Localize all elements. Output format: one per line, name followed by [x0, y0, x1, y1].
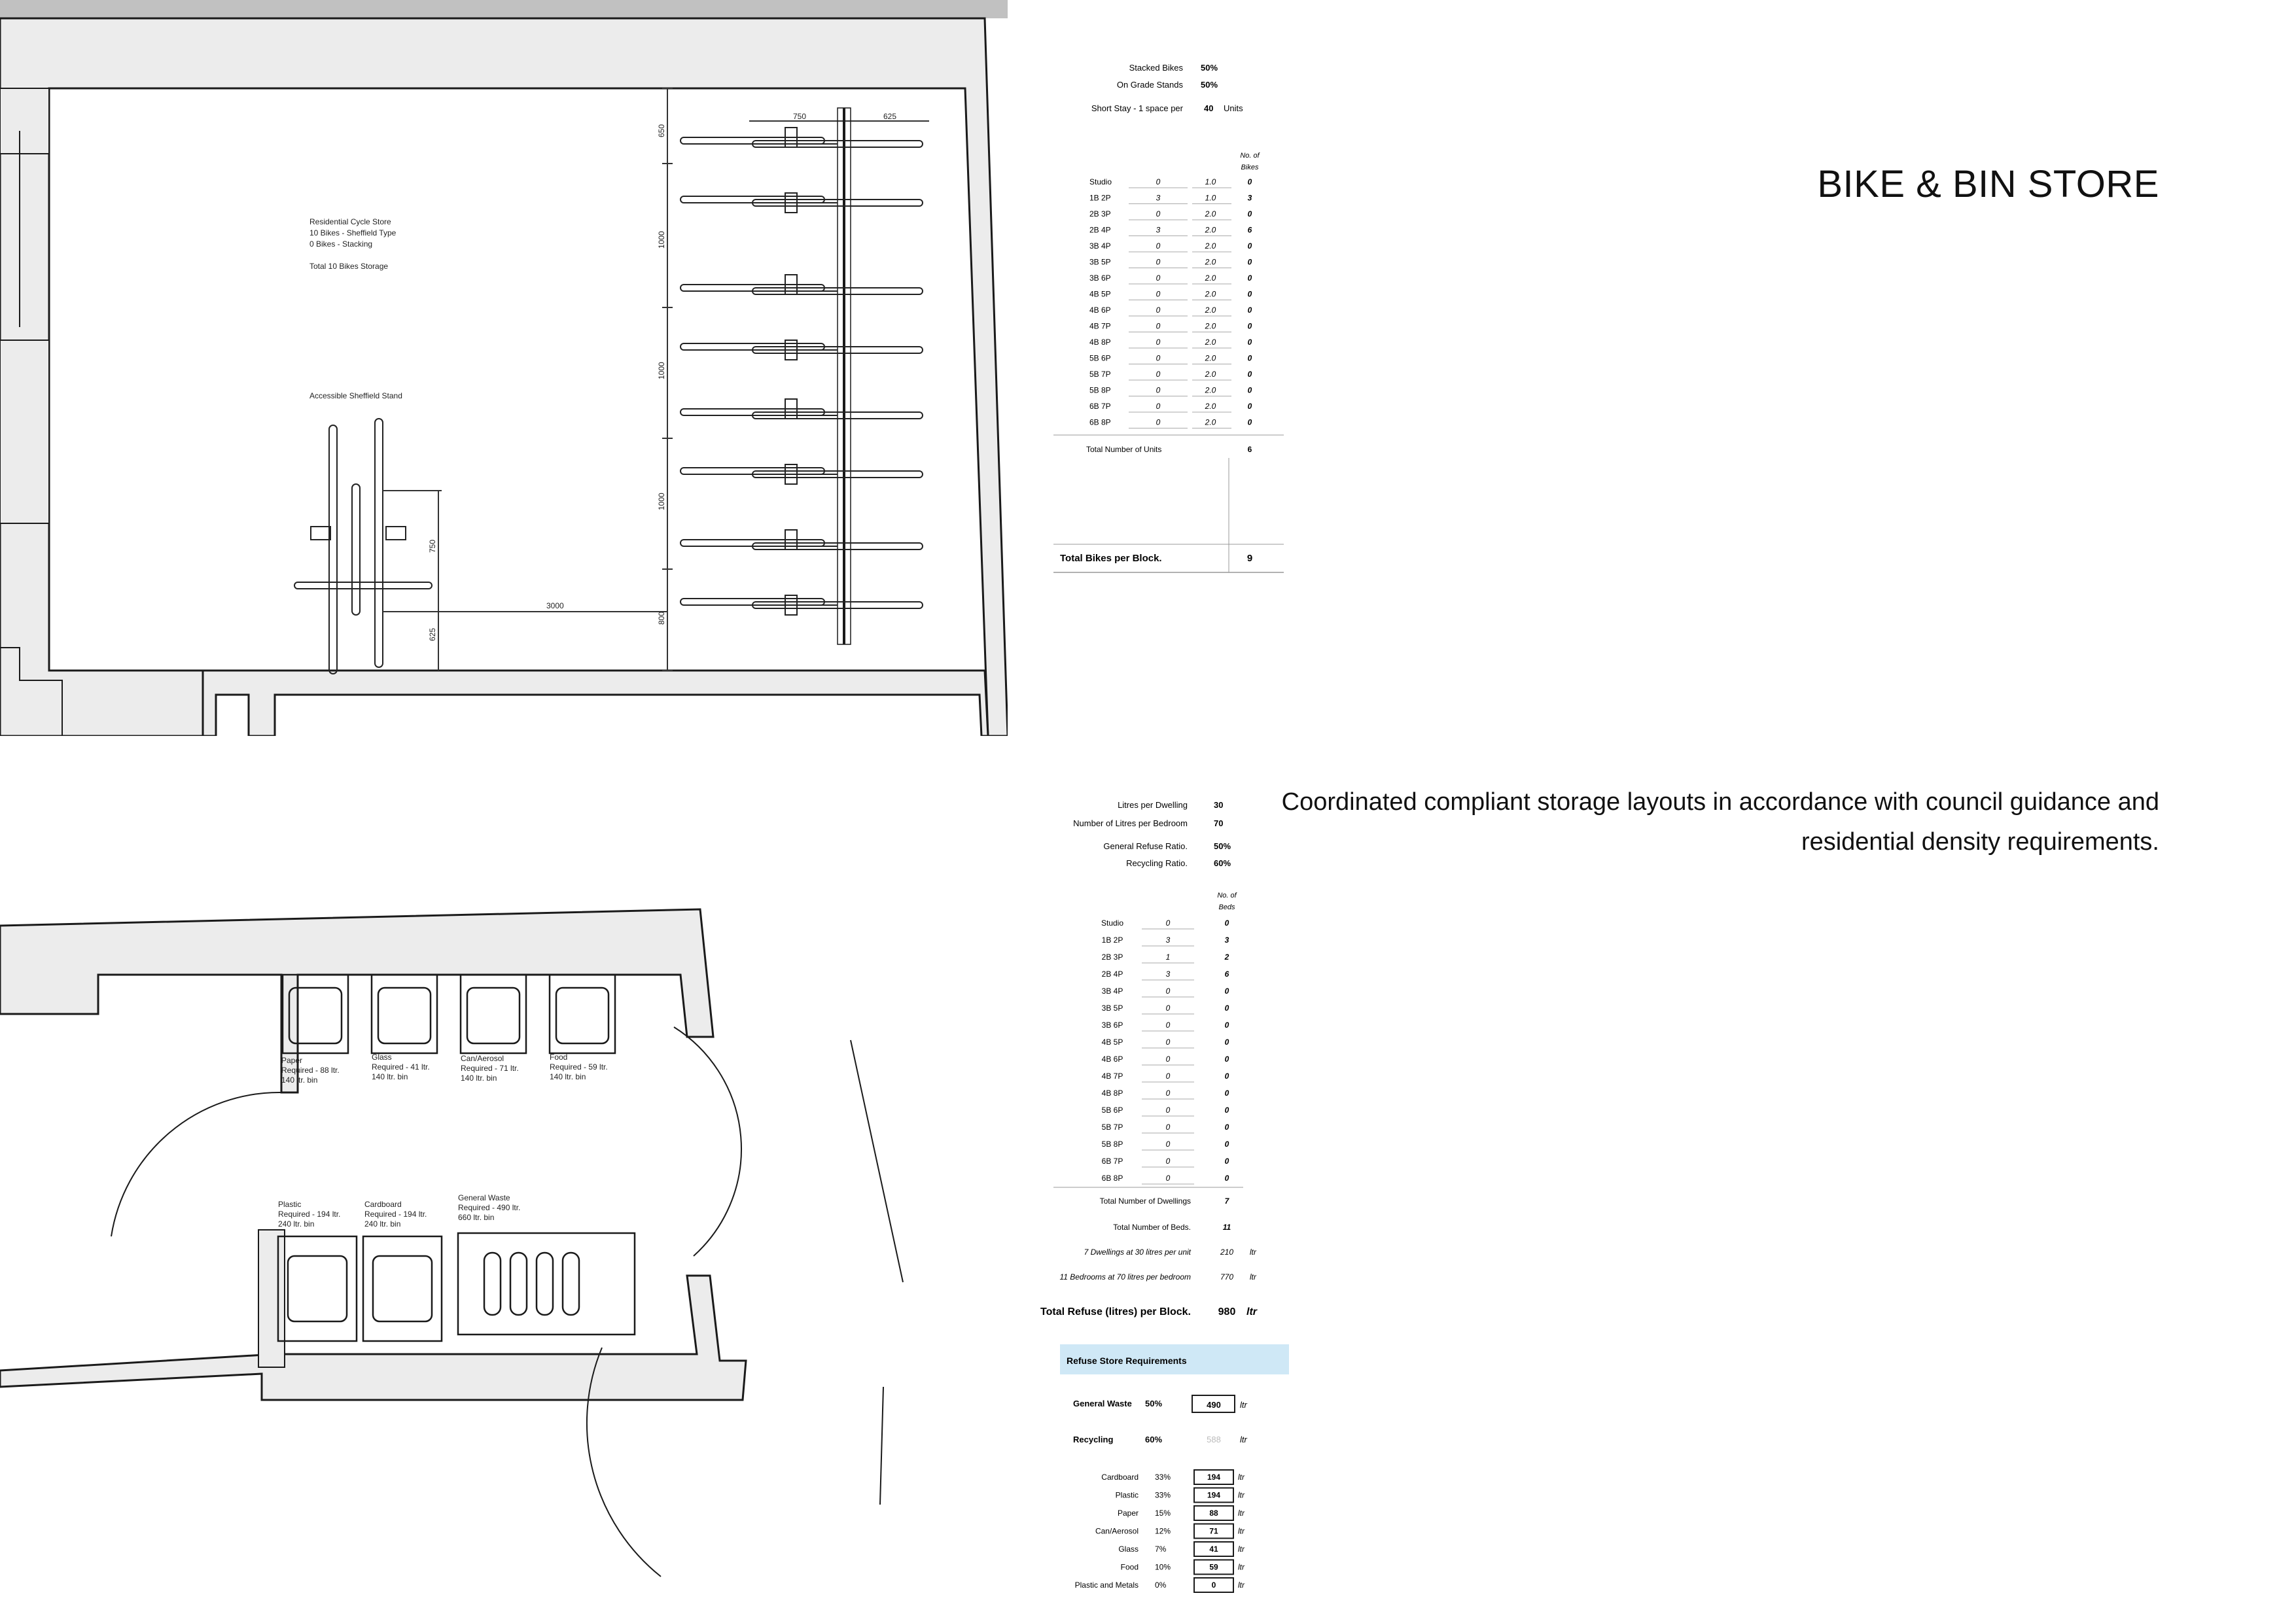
bin-label-size: 240 ltr. bin — [278, 1219, 315, 1229]
svg-text:ltr: ltr — [1240, 1400, 1247, 1410]
unit-type: 5B 6P — [1089, 353, 1111, 363]
bike-rate: 2.0 — [1205, 305, 1216, 315]
bike-rate: 2.0 — [1205, 370, 1216, 379]
bed-count: 6 — [1224, 969, 1229, 979]
bin-label-req: Required - 88 ltr. — [281, 1066, 340, 1075]
bottom-wall — [203, 671, 988, 736]
unit-count: 0 — [1156, 257, 1161, 267]
svg-text:No. of: No. of — [1217, 892, 1237, 899]
bin-label-name: Plastic — [278, 1200, 302, 1209]
bike-count: 0 — [1247, 417, 1252, 427]
svg-text:50%: 50% — [1214, 841, 1231, 851]
bin-label-req: Required - 59 ltr. — [550, 1062, 608, 1072]
svg-text:40: 40 — [1204, 103, 1214, 113]
stream-pct: 33% — [1155, 1473, 1171, 1482]
bike-rate: 2.0 — [1205, 257, 1216, 267]
svg-text:Short Stay - 1 space per: Short Stay - 1 space per — [1091, 103, 1183, 113]
svg-text:Recycling: Recycling — [1073, 1435, 1114, 1444]
total-bikes-value: 9 — [1246, 553, 1253, 564]
bike-table-row — [1089, 194, 1252, 204]
dim-750-top: 750 — [793, 112, 807, 121]
unit-count: 0 — [1165, 1089, 1171, 1098]
stream-value: 71 — [1209, 1526, 1218, 1536]
requirements-main — [1073, 1395, 1248, 1444]
stream-name: Cardboard — [1101, 1473, 1139, 1482]
unit-type: 6B 7P — [1089, 402, 1111, 411]
svg-text:11: 11 — [1222, 1223, 1231, 1232]
unit-count: 0 — [1165, 1072, 1171, 1081]
bike-rate: 2.0 — [1205, 241, 1216, 251]
unit-type: 3B 4P — [1101, 986, 1123, 996]
bin-table-row — [1102, 935, 1229, 946]
unit-count: 0 — [1156, 289, 1161, 299]
bin-table-row — [1102, 1003, 1229, 1014]
bike-rate: 2.0 — [1205, 353, 1216, 363]
unit-count: 0 — [1156, 273, 1161, 283]
dim-800: 800 — [657, 611, 666, 625]
bin-table-row — [1102, 952, 1229, 963]
unit-type: 2B 3P — [1101, 952, 1123, 962]
unit-count: 0 — [1156, 209, 1161, 218]
unit-type: 4B 8P — [1101, 1089, 1123, 1098]
bike-table-row — [1089, 177, 1252, 188]
svg-text:ltr: ltr — [1250, 1272, 1256, 1282]
dim-625-side: 625 — [428, 627, 437, 641]
bike-count: 0 — [1247, 321, 1252, 331]
bed-count: 0 — [1224, 1174, 1229, 1183]
svg-text:General Refuse Ratio.: General Refuse Ratio. — [1103, 841, 1188, 851]
bin-label-req: Required - 71 ltr. — [461, 1064, 519, 1073]
unit-count: 0 — [1156, 241, 1161, 251]
bin-table-row — [1102, 1038, 1229, 1048]
unit-count: 3 — [1156, 225, 1161, 235]
unit-count: 0 — [1165, 1123, 1171, 1132]
unit-type: 5B 6P — [1101, 1106, 1123, 1115]
svg-text:Total Refuse (litres) per Bloc: Total Refuse (litres) per Block. — [1040, 1306, 1191, 1318]
bike-count: 0 — [1247, 402, 1252, 411]
svg-text:60%: 60% — [1214, 858, 1231, 868]
svg-text:Recycling Ratio.: Recycling Ratio. — [1126, 858, 1188, 868]
bin-table-rows — [1101, 918, 1229, 1184]
unit-count: 0 — [1156, 353, 1161, 363]
unit-count: 1 — [1165, 952, 1171, 962]
total-units-label: Total Number of Units — [1086, 445, 1162, 454]
dim-625-top: 625 — [883, 112, 897, 121]
unit-count: 0 — [1165, 1003, 1171, 1013]
bike-count: 0 — [1247, 305, 1252, 315]
bike-count: 0 — [1247, 370, 1252, 379]
unit-count: 0 — [1156, 370, 1161, 379]
stream-value: 194 — [1207, 1473, 1221, 1482]
accessible-label: Accessible Sheffield Stand — [309, 391, 402, 400]
stream-unit: ltr — [1238, 1544, 1245, 1554]
unit-count: 0 — [1165, 1157, 1171, 1166]
unit-type: 2B 3P — [1089, 209, 1111, 218]
bike-table-row — [1089, 258, 1252, 268]
stream-unit: ltr — [1238, 1562, 1245, 1572]
bin-label-name: General Waste — [458, 1193, 510, 1202]
bed-count: 0 — [1224, 1106, 1229, 1115]
bin-label-size: 660 ltr. bin — [458, 1213, 495, 1222]
bed-count: 3 — [1224, 935, 1229, 945]
bin-table-row — [1102, 1174, 1229, 1184]
unit-count: 0 — [1156, 177, 1161, 186]
bed-count: 0 — [1224, 1038, 1229, 1047]
bin-label-req: Required - 41 ltr. — [372, 1062, 430, 1072]
bike-rate: 2.0 — [1205, 402, 1216, 411]
stream-value: 88 — [1209, 1509, 1218, 1518]
bed-count: 0 — [1224, 986, 1229, 996]
bike-rate: 2.0 — [1205, 417, 1216, 427]
dim-650: 650 — [657, 124, 666, 137]
breakdown-row — [1095, 1524, 1245, 1539]
svg-text:ltr: ltr — [1250, 1248, 1256, 1257]
svg-text:50%: 50% — [1145, 1399, 1163, 1408]
unit-type: 5B 8P — [1089, 385, 1111, 395]
stream-name: Paper — [1117, 1509, 1139, 1518]
unit-count: 0 — [1156, 385, 1161, 395]
bike-rate: 2.0 — [1205, 338, 1216, 347]
bike-table-row — [1089, 241, 1252, 252]
bed-count: 0 — [1224, 1157, 1229, 1166]
unit-type: 4B 7P — [1101, 1072, 1123, 1081]
svg-text:588: 588 — [1207, 1435, 1221, 1444]
stream-unit: ltr — [1238, 1526, 1245, 1536]
svg-text:980: 980 — [1218, 1306, 1236, 1318]
dim-750-side: 750 — [428, 539, 437, 553]
stream-pct: 10% — [1155, 1562, 1171, 1572]
unit-type: 2B 4P — [1101, 969, 1123, 979]
bike-table-row — [1089, 290, 1252, 300]
unit-count: 0 — [1165, 1106, 1171, 1115]
requirements-breakdown — [1075, 1470, 1245, 1592]
bin-table-row — [1102, 1072, 1229, 1082]
bike-rack — [680, 128, 923, 615]
bin-table-row — [1102, 969, 1229, 980]
svg-text:7: 7 — [1224, 1196, 1229, 1206]
svg-text:Number of Litres per Bedroom: Number of Litres per Bedroom — [1073, 818, 1188, 828]
bike-count: 0 — [1247, 289, 1252, 299]
bin-label-size: 140 ltr. bin — [281, 1075, 318, 1085]
bike-count: 0 — [1247, 353, 1252, 363]
bin-table-row — [1102, 1021, 1229, 1031]
bin-label-size: 140 ltr. bin — [461, 1073, 497, 1083]
store-title: Residential Cycle Store — [309, 217, 391, 226]
bike-table-row — [1089, 322, 1252, 332]
unit-count: 0 — [1165, 1174, 1171, 1183]
svg-text:Total Number of Beds.: Total Number of Beds. — [1113, 1223, 1191, 1232]
bike-store-plan — [0, 0, 1008, 736]
unit-count: 0 — [1156, 321, 1161, 331]
bike-count: 0 — [1247, 209, 1252, 218]
accessible-stand — [294, 419, 667, 674]
bike-pair — [680, 275, 923, 360]
unit-type: 4B 5P — [1089, 289, 1111, 299]
bike-pair — [680, 399, 923, 484]
svg-text:Beds: Beds — [1218, 903, 1235, 911]
bike-table-row — [1089, 370, 1252, 380]
stream-pct: 33% — [1155, 1490, 1171, 1500]
bin-label-req: Required - 194 ltr. — [278, 1210, 341, 1219]
unit-count: 0 — [1165, 986, 1171, 996]
unit-type: 4B 6P — [1101, 1055, 1123, 1064]
bin-table-row — [1102, 1157, 1229, 1167]
bin-table-row — [1102, 1055, 1229, 1065]
svg-text:General Waste: General Waste — [1073, 1399, 1132, 1408]
bin-label-size: 140 ltr. bin — [372, 1072, 408, 1081]
bin-labels — [278, 1053, 608, 1229]
unit-type: 4B 8P — [1089, 338, 1111, 347]
bike-pair — [680, 530, 923, 615]
bin-totals — [1040, 1196, 1258, 1318]
stream-value: 41 — [1209, 1544, 1218, 1554]
unit-type: 5B 7P — [1101, 1123, 1123, 1132]
bed-count: 0 — [1224, 1021, 1229, 1030]
stream-unit: ltr — [1238, 1580, 1245, 1590]
bike-rate: 2.0 — [1205, 209, 1216, 218]
bed-count: 0 — [1224, 918, 1229, 928]
svg-text:No. of: No. of — [1240, 152, 1260, 160]
store-line2: 0 Bikes - Stacking — [309, 239, 373, 249]
store-total: Total 10 Bikes Storage — [309, 262, 389, 271]
bin-label-req: Required - 490 ltr. — [458, 1203, 521, 1212]
bike-rate: 2.0 — [1205, 321, 1216, 331]
breakdown-row — [1075, 1578, 1245, 1592]
dim-3000: 3000 — [546, 601, 564, 610]
breakdown-row — [1118, 1542, 1245, 1556]
bin-table-row — [1102, 1089, 1229, 1099]
unit-type: 1B 2P — [1089, 193, 1111, 203]
bike-rate: 2.0 — [1205, 225, 1216, 235]
bike-count: 0 — [1247, 385, 1252, 395]
stream-pct: 15% — [1155, 1509, 1171, 1518]
bike-rate: 1.0 — [1205, 193, 1216, 203]
top-bins — [283, 975, 615, 1053]
bin-label-name: Glass — [372, 1053, 392, 1062]
bike-count: 0 — [1247, 241, 1252, 251]
unit-type: 3B 5P — [1101, 1003, 1123, 1013]
breakdown-row — [1101, 1470, 1245, 1484]
bike-table-row — [1089, 226, 1252, 236]
unit-count: 0 — [1165, 1055, 1171, 1064]
bottom-bins — [278, 1233, 635, 1341]
unit-count: 0 — [1165, 918, 1171, 928]
dim-1000-b: 1000 — [657, 362, 666, 379]
svg-text:50%: 50% — [1201, 80, 1218, 90]
stream-value: 0 — [1211, 1580, 1216, 1590]
stream-unit: ltr — [1238, 1509, 1245, 1518]
total-bikes-label: Total Bikes per Block. — [1060, 553, 1162, 564]
unit-type: 6B 8P — [1101, 1174, 1123, 1183]
bike-pair — [680, 128, 923, 213]
bike-rate: 2.0 — [1205, 289, 1216, 299]
requirements-header: Refuse Store Requirements — [1067, 1355, 1187, 1366]
unit-count: 0 — [1156, 402, 1161, 411]
stream-name: Food — [1120, 1562, 1139, 1572]
unit-count: 0 — [1156, 305, 1161, 315]
bed-count: 0 — [1224, 1089, 1229, 1098]
svg-text:Litres per Dwelling: Litres per Dwelling — [1118, 800, 1188, 810]
bin-table-row — [1102, 986, 1229, 997]
unit-type: 6B 8P — [1089, 417, 1111, 427]
unit-count: 3 — [1165, 969, 1171, 979]
bike-table-row — [1089, 305, 1252, 316]
bike-count: 0 — [1247, 273, 1252, 283]
bike-table-row — [1089, 418, 1252, 428]
bike-table-row — [1089, 386, 1252, 396]
store-line1: 10 Bikes - Sheffield Type — [309, 228, 397, 237]
unit-type: 3B 6P — [1089, 273, 1111, 283]
page-title: BIKE & BIN STORE — [1817, 163, 2159, 205]
unit-type: 3B 4P — [1089, 241, 1111, 251]
unit-type: Studio — [1101, 918, 1124, 928]
unit-type: 3B 6P — [1101, 1021, 1123, 1030]
bike-table-header — [1091, 63, 1260, 171]
unit-type: 4B 5P — [1101, 1038, 1123, 1047]
unit-count: 0 — [1156, 417, 1161, 427]
bike-rate: 2.0 — [1205, 385, 1216, 395]
unit-type: 5B 7P — [1089, 370, 1111, 379]
bike-count: 3 — [1247, 193, 1252, 203]
svg-text:ltr: ltr — [1240, 1435, 1247, 1444]
bike-rate: 1.0 — [1205, 177, 1216, 186]
page-description: Coordinated compliant storage layouts in accordance with council guidance and residential density requirements. — [1281, 788, 2159, 856]
svg-text:7 Dwellings at 30 litres per u: 7 Dwellings at 30 litres per unit — [1084, 1248, 1191, 1257]
bin-label-size: 240 ltr. bin — [364, 1219, 401, 1229]
unit-count: 0 — [1165, 1140, 1171, 1149]
bin-label-req: Required - 194 ltr. — [364, 1210, 427, 1219]
bin-table-row — [1101, 918, 1229, 929]
svg-text:ltr: ltr — [1246, 1306, 1257, 1318]
unit-count: 3 — [1156, 193, 1161, 203]
bin-label-name: Food — [550, 1053, 568, 1062]
unit-count: 0 — [1165, 1038, 1171, 1047]
outer-wall — [0, 18, 1008, 736]
svg-text:11 Bedrooms at 70 litres per b: 11 Bedrooms at 70 litres per bedroom — [1059, 1272, 1191, 1282]
svg-text:210: 210 — [1220, 1248, 1234, 1257]
bin-label-name: Paper — [281, 1056, 303, 1065]
bin-store-plan — [0, 890, 916, 1623]
svg-text:770: 770 — [1220, 1272, 1234, 1282]
stream-pct: 0% — [1155, 1580, 1167, 1590]
bin-table-row — [1102, 1106, 1229, 1116]
stream-unit: ltr — [1238, 1490, 1245, 1500]
stream-name: Plastic and Metals — [1074, 1580, 1139, 1590]
dim-1000-a: 1000 — [657, 231, 666, 249]
bike-table-row — [1089, 354, 1252, 364]
svg-text:Total Number of Dwellings: Total Number of Dwellings — [1099, 1196, 1191, 1206]
bed-count: 2 — [1224, 952, 1229, 962]
stream-name: Glass — [1118, 1544, 1139, 1554]
bin-label-size: 140 ltr. bin — [550, 1072, 586, 1081]
unit-type: 3B 5P — [1089, 257, 1111, 267]
stream-pct: 12% — [1155, 1526, 1171, 1536]
unit-type: 4B 7P — [1089, 321, 1111, 331]
bike-table-rows — [1089, 177, 1252, 428]
unit-count: 0 — [1156, 338, 1161, 347]
bed-count: 0 — [1224, 1003, 1229, 1013]
bike-table-row — [1089, 338, 1252, 348]
bike-count: 0 — [1247, 177, 1252, 186]
unit-type: 2B 4P — [1089, 225, 1111, 235]
unit-type: Studio — [1089, 177, 1112, 186]
svg-text:On Grade Stands: On Grade Stands — [1116, 80, 1183, 90]
unit-count: 0 — [1165, 1021, 1171, 1030]
stream-pct: 7% — [1155, 1544, 1167, 1554]
bed-count: 0 — [1224, 1055, 1229, 1064]
bike-table-row — [1089, 209, 1252, 220]
stream-unit: ltr — [1238, 1473, 1245, 1482]
bin-label-name: Cardboard — [364, 1200, 402, 1209]
bike-count: 0 — [1247, 338, 1252, 347]
unit-type: 1B 2P — [1101, 935, 1123, 945]
unit-type: 4B 6P — [1089, 305, 1111, 315]
stream-name: Plastic — [1115, 1490, 1139, 1500]
bin-label-name: Can/Aerosol — [461, 1054, 504, 1063]
svg-text:490: 490 — [1207, 1400, 1221, 1410]
bin-table-row — [1102, 1140, 1229, 1150]
bike-rate: 2.0 — [1205, 273, 1216, 283]
unit-count: 3 — [1165, 935, 1171, 945]
bike-count: 6 — [1247, 225, 1252, 235]
svg-text:30: 30 — [1214, 800, 1224, 810]
breakdown-row — [1121, 1560, 1245, 1575]
svg-text:60%: 60% — [1145, 1435, 1163, 1444]
bed-count: 0 — [1224, 1140, 1229, 1149]
stream-name: Can/Aerosol — [1095, 1526, 1139, 1536]
svg-text:70: 70 — [1214, 818, 1224, 828]
svg-text:Units: Units — [1224, 103, 1243, 113]
unit-type: 5B 8P — [1101, 1140, 1123, 1149]
breakdown-row — [1118, 1506, 1245, 1520]
dim-1000-c: 1000 — [657, 493, 666, 510]
total-units-value: 6 — [1247, 445, 1252, 454]
stream-value: 194 — [1207, 1490, 1221, 1500]
bed-count: 0 — [1224, 1123, 1229, 1132]
svg-text:Bikes: Bikes — [1241, 164, 1259, 171]
bike-table-row — [1089, 273, 1252, 284]
bin-table-row — [1102, 1123, 1229, 1133]
breakdown-row — [1116, 1488, 1245, 1503]
stream-value: 59 — [1209, 1562, 1218, 1572]
svg-text:Stacked Bikes: Stacked Bikes — [1129, 63, 1183, 73]
svg-text:50%: 50% — [1201, 63, 1218, 73]
bike-count: 0 — [1247, 257, 1252, 267]
bed-count: 0 — [1224, 1072, 1229, 1081]
unit-type: 6B 7P — [1101, 1157, 1123, 1166]
bike-table-row — [1089, 402, 1252, 412]
